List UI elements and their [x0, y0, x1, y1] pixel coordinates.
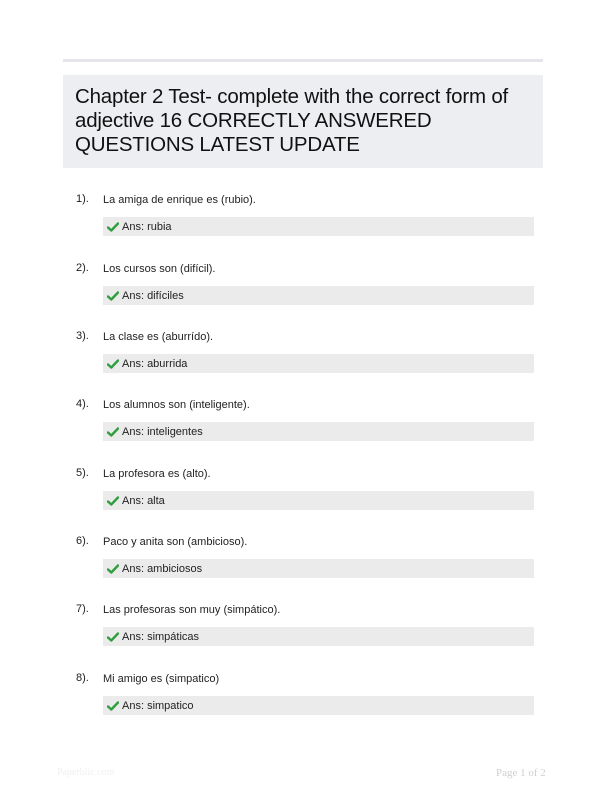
- answer-text: Ans: rubia: [122, 220, 172, 233]
- question-number: 8).: [76, 672, 89, 684]
- document-title: Chapter 2 Test- complete with the correct form of adjective 16 CORRECTLY ANSWERED QUESTIONS LATEST UPDATE: [75, 85, 509, 156]
- answer-box: [103, 422, 534, 441]
- answer-box: [103, 491, 534, 510]
- question-text: Paco y anita son (ambicioso).: [103, 536, 248, 548]
- question-text: Los alumnos son (inteligente).: [103, 399, 250, 411]
- answer-text: Ans: simpáticas: [122, 630, 200, 643]
- question-text: Las profesoras son muy (simpático).: [103, 604, 281, 616]
- answer-text: Ans: aburrida: [122, 357, 188, 370]
- question-number: 4).: [76, 398, 89, 410]
- answer-box: [103, 696, 534, 715]
- answer-box: [103, 559, 534, 578]
- checkmark-icon: [107, 632, 119, 642]
- answer-box: [103, 354, 534, 373]
- answer-text: Ans: alta: [122, 494, 165, 507]
- question-number: 6).: [76, 535, 89, 547]
- question-number: 2).: [76, 262, 89, 274]
- checkmark-icon: [107, 427, 119, 437]
- question-text: Los cursos son (difícil).: [103, 263, 216, 275]
- question-text: La clase es (aburrído).: [103, 331, 214, 343]
- answer-text: Ans: inteligentes: [122, 425, 203, 438]
- title-banner: [63, 75, 543, 168]
- question-text: La amiga de enrique es (rubio).: [103, 194, 256, 206]
- question-number: 5).: [76, 467, 89, 479]
- answer-text: Ans: difíciles: [122, 289, 184, 302]
- question-text: Mi amigo es (simpatico): [103, 673, 220, 685]
- top-divider: [63, 59, 543, 62]
- answer-text: Ans: ambiciosos: [122, 562, 203, 575]
- checkmark-icon: [107, 291, 119, 301]
- answer-text: Ans: simpatico: [122, 699, 194, 712]
- question-number: 1).: [76, 193, 89, 205]
- footer-watermark: Paperblic.com: [57, 767, 115, 778]
- checkmark-icon: [107, 496, 119, 506]
- question-number: 3).: [76, 330, 89, 342]
- checkmark-icon: [107, 359, 119, 369]
- checkmark-icon: [107, 701, 119, 711]
- checkmark-icon: [107, 564, 119, 574]
- answer-box: [103, 286, 534, 305]
- question-number: 7).: [76, 603, 89, 615]
- checkmark-icon: [107, 222, 119, 232]
- answer-box: [103, 217, 534, 236]
- page-indicator: Page 1 of 2: [496, 767, 546, 779]
- answer-box: [103, 627, 534, 646]
- question-text: La profesora es (alto).: [103, 468, 211, 480]
